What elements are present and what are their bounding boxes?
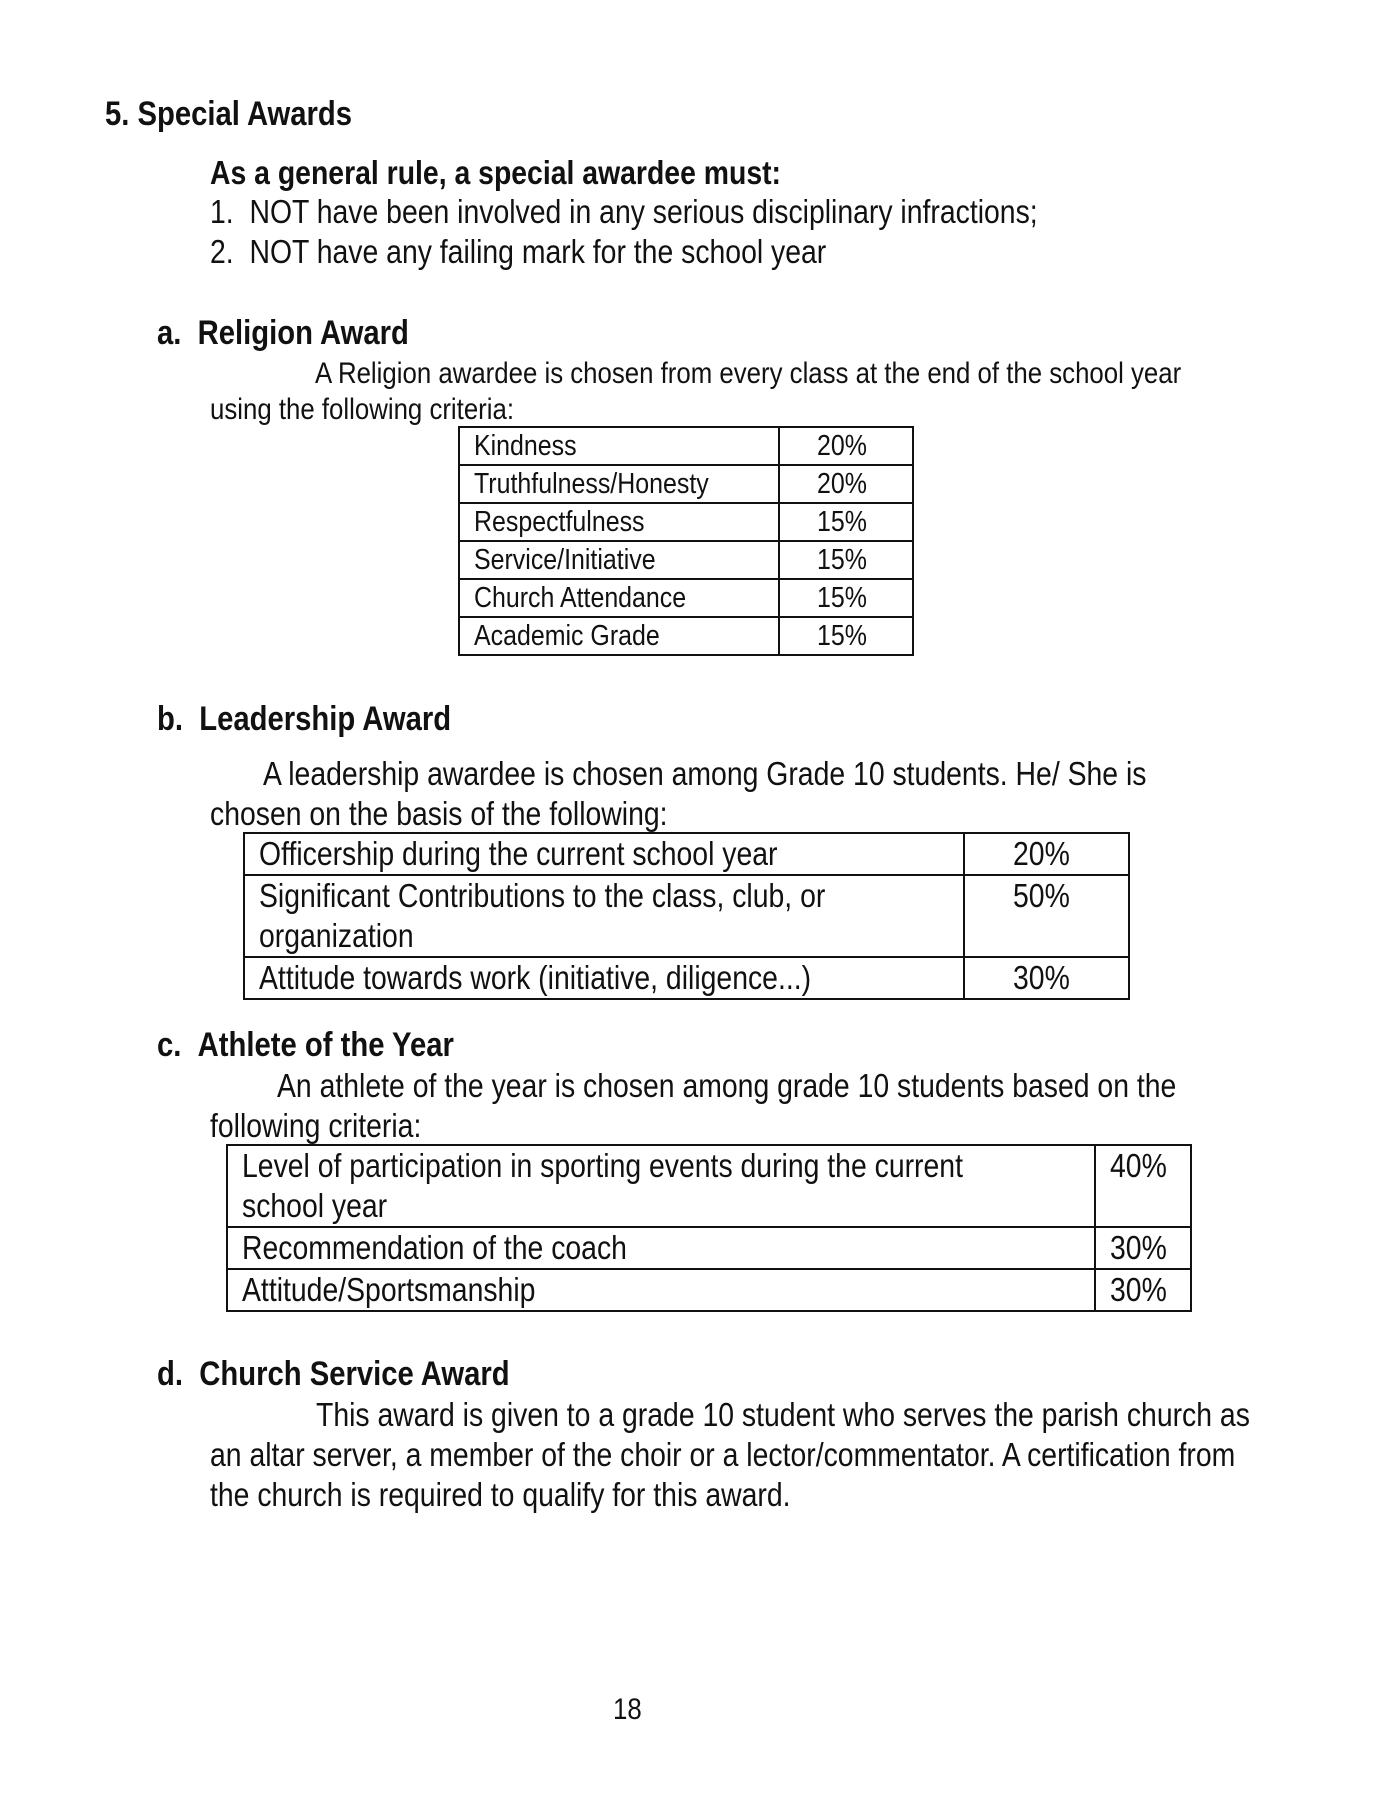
table-row: Church Attendance 15% xyxy=(459,579,913,617)
religion-award-title: a. Religion Award xyxy=(157,314,409,352)
athlete-para-line2: following criteria: xyxy=(210,1107,422,1144)
leadership-award-title: b. Leadership Award xyxy=(157,700,452,738)
table-row: Truthfulness/Honesty 20% xyxy=(459,465,913,503)
leadership-criteria-table xyxy=(243,832,1130,1000)
religion-criteria-table xyxy=(458,426,914,656)
rule-item: 2. NOT have any failing mark for the school year xyxy=(210,233,827,270)
religion-para-line2: using the following criteria: xyxy=(210,393,515,426)
table-row: Respectfulness 15% xyxy=(459,503,913,541)
religion-para-line1: A Religion awardee is chosen from every class at the end of the school year xyxy=(315,357,1182,390)
table-row: Significant Contributions to the class, club, or organization 50% xyxy=(244,875,1129,957)
page-number: 18 xyxy=(613,1693,642,1726)
table-row: Academic Grade 15% xyxy=(459,617,913,655)
leadership-para-line1: A leadership awardee is chosen among Grade 10 students. He/ She is xyxy=(263,755,1147,792)
athlete-para-line1: An athlete of the year is chosen among grade 10 students based on the xyxy=(277,1067,1177,1104)
table-row: Officership during the current school year 20% xyxy=(244,833,1129,875)
athlete-award-title: c. Athlete of the Year xyxy=(157,1026,454,1064)
table-row: Level of participation in sporting events during the current school year 40% xyxy=(227,1145,1191,1227)
table-row: Service/Initiative 15% xyxy=(459,541,913,579)
athlete-criteria-table xyxy=(226,1144,1192,1312)
church-para-line1: This award is given to a grade 10 student who serves the parish church as xyxy=(316,1396,1250,1433)
leadership-para-line2: chosen on the basis of the following: xyxy=(210,795,668,832)
table-row: Recommendation of the coach 30% xyxy=(227,1227,1191,1269)
general-rule-heading: As a general rule, a special awardee must: xyxy=(210,154,782,191)
table-row: Attitude/Sportsmanship 30% xyxy=(227,1269,1191,1311)
section-title: 5. Special Awards xyxy=(105,95,353,133)
church-para-line2: an altar server, a member of the choir or a lector/commentator. A certification from xyxy=(210,1436,1236,1473)
church-award-title: d. Church Service Award xyxy=(157,1355,510,1393)
table-row: Attitude towards work (initiative, diligence...) 30% xyxy=(244,957,1129,999)
rule-item: 1. NOT have been involved in any serious disciplinary infractions; xyxy=(210,193,1038,230)
table-row: Kindness 20% xyxy=(459,427,913,465)
church-para-line3: the church is required to qualify for this award. xyxy=(210,1476,791,1513)
